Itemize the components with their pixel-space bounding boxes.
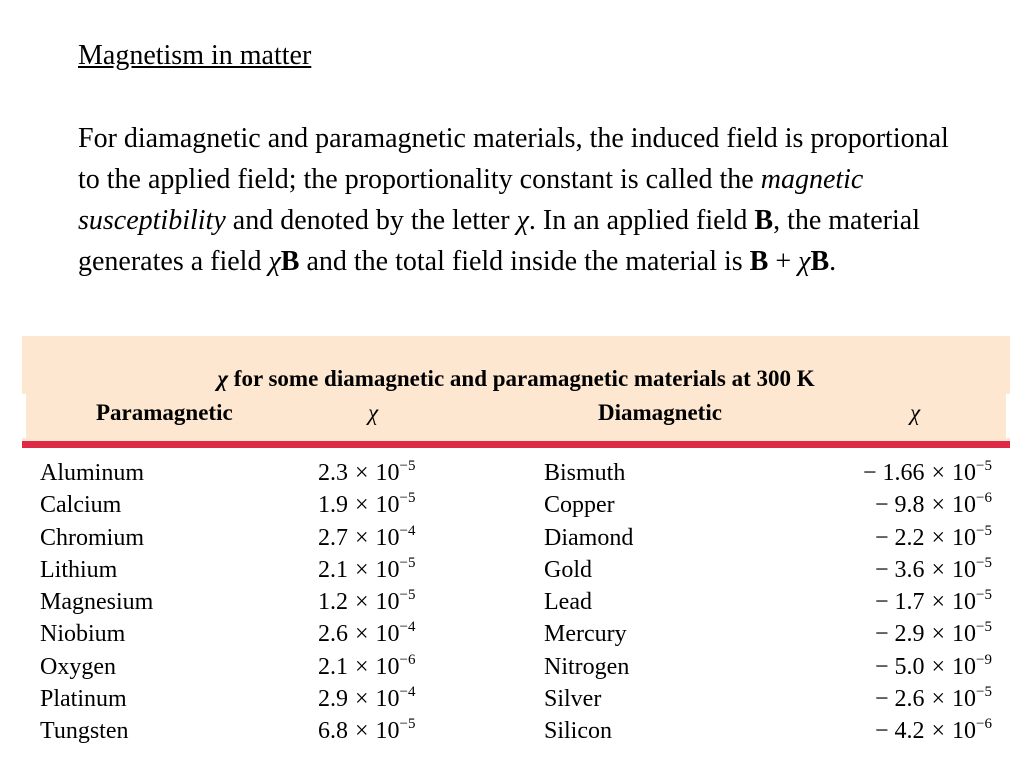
- table-title: [22, 366, 1010, 392]
- dia-exponent: −5: [976, 619, 992, 636]
- term-magnetic-susceptibility: magnetic susceptibility: [78, 164, 864, 236]
- para-value: $1.2 \times 10^{-5}$: [318, 587, 416, 616]
- para-material: Platinum: [40, 686, 127, 713]
- times-sign: ×: [355, 653, 369, 680]
- dia-material: Diamond: [544, 524, 634, 551]
- para-material: Calcium: [40, 492, 122, 519]
- dia-exponent: −5: [976, 522, 992, 539]
- para-mantissa: 2.3: [318, 460, 348, 486]
- times-sign: ×: [355, 686, 369, 713]
- dia-material: Silver: [544, 686, 602, 713]
- intro-period: .: [829, 246, 837, 277]
- slide-title: Magnetism in matter: [78, 40, 312, 71]
- table-row: [22, 457, 1010, 489]
- dia-material: Mercury: [544, 621, 627, 648]
- para-material: Aluminum: [40, 460, 145, 486]
- dia-chi-header: χ: [910, 400, 921, 425]
- chi-symbol: χ: [268, 246, 281, 277]
- para-material: Chromium: [40, 524, 145, 551]
- dia-value: − $2.6 \times 10^{-5}$: [874, 684, 992, 713]
- dia-exponent: −5: [976, 684, 992, 701]
- dia-exponent: −5: [976, 587, 992, 604]
- chi-symbol: χ: [798, 246, 811, 277]
- dia-mantissa: − 2.2: [874, 524, 925, 551]
- table-row: [22, 715, 1010, 747]
- dia-material: Nitrogen: [544, 653, 630, 680]
- dia-exponent: −5: [976, 458, 992, 474]
- dia-value: − $5.0 \times 10^{-9}$: [874, 651, 992, 680]
- times-sign: ×: [931, 589, 946, 616]
- times-sign: ×: [931, 621, 946, 648]
- para-mantissa: 2.7: [318, 524, 348, 551]
- chi-symbol: χ: [516, 205, 529, 236]
- field-b: B: [749, 246, 769, 277]
- dia-value: − $9.8 \times 10^{-6}$: [874, 490, 992, 519]
- dia-value: − $1.7 \times 10^{-5}$: [874, 587, 992, 616]
- table-row: [22, 618, 1010, 650]
- para-exponent: −4: [399, 684, 416, 701]
- times-sign: ×: [931, 556, 946, 583]
- dia-material: Silicon: [544, 718, 613, 745]
- times-sign: ×: [355, 524, 369, 551]
- paramagnetic-header: Paramagnetic: [96, 400, 233, 425]
- table-row: [22, 554, 1010, 586]
- field-b: B: [754, 205, 774, 236]
- para-mantissa: 2.9: [318, 686, 348, 713]
- para-mantissa: 1.2: [318, 589, 348, 616]
- dia-mantissa: − 3.6: [874, 556, 925, 583]
- dia-exponent: −6: [976, 716, 992, 733]
- para-value: $2.1 \times 10^{-6}$: [318, 651, 416, 680]
- times-sign: ×: [931, 718, 946, 745]
- table-title-text: for some diamagnetic and paramagnetic materials at 300 K: [228, 366, 815, 391]
- header-notch: [22, 394, 26, 438]
- para-material: Lithium: [40, 556, 118, 583]
- para-material: Oxygen: [40, 653, 116, 680]
- para-mantissa: 2.1: [318, 556, 348, 583]
- para-mantissa: 1.9: [318, 492, 348, 519]
- para-exponent: −5: [399, 554, 416, 571]
- dia-value: − $1.66 \times 10^{-5}$: [862, 458, 992, 486]
- table-row: [22, 489, 1010, 521]
- dia-material: Gold: [544, 556, 592, 583]
- para-material: Niobium: [40, 621, 126, 648]
- para-chi-header: χ: [368, 400, 379, 425]
- para-value: $2.3 \times 10^{-5}$: [318, 458, 416, 486]
- times-sign: ×: [931, 686, 946, 713]
- intro-text-1: For diamagnetic and paramagnetic materials, the induced field is proportional to the applied field; the proportionality constant is called the: [78, 123, 949, 195]
- header-notch: [1006, 394, 1010, 438]
- para-exponent: −4: [399, 619, 416, 636]
- plus-sign: +: [768, 246, 799, 277]
- chi-symbol: χ: [217, 366, 229, 391]
- para-value: $2.7 \times 10^{-4}$: [318, 522, 416, 551]
- times-sign: ×: [931, 524, 946, 551]
- para-exponent: −4: [399, 522, 416, 539]
- table-row: [22, 522, 1010, 554]
- dia-material: Lead: [544, 589, 592, 616]
- para-exponent: −5: [399, 716, 416, 733]
- para-material: Magnesium: [40, 589, 154, 616]
- dia-material: Bismuth: [544, 460, 626, 486]
- dia-mantissa: − 4.2: [874, 718, 925, 745]
- para-value: $2.1 \times 10^{-5}$: [318, 554, 416, 583]
- table-row: [22, 651, 1010, 683]
- header-rule: [22, 441, 1010, 448]
- dia-value: − $3.6 \times 10^{-5}$: [874, 554, 992, 583]
- dia-mantissa: − 1.7: [874, 589, 925, 616]
- para-value: $2.9 \times 10^{-4}$: [318, 684, 416, 713]
- para-exponent: −5: [399, 490, 416, 507]
- intro-text-3: . In an applied field: [528, 205, 755, 236]
- para-value: $2.6 \times 10^{-4}$: [318, 619, 416, 648]
- diamagnetic-header: Diamagnetic: [598, 400, 722, 425]
- susceptibility-table: [22, 457, 1010, 748]
- dia-mantissa: − 9.8: [874, 492, 925, 519]
- table-row: [22, 683, 1010, 715]
- para-exponent: −6: [399, 651, 416, 668]
- times-sign: ×: [355, 718, 369, 745]
- times-sign: ×: [355, 621, 369, 648]
- dia-exponent: −5: [976, 554, 992, 571]
- times-sign: ×: [931, 460, 946, 486]
- para-value: $1.9 \times 10^{-5}$: [318, 490, 416, 519]
- para-mantissa: 2.1: [318, 653, 348, 680]
- times-sign: ×: [355, 492, 369, 519]
- dia-value: − $2.2 \times 10^{-5}$: [874, 522, 992, 551]
- dia-mantissa: − 2.9: [874, 621, 925, 648]
- times-sign: ×: [355, 556, 369, 583]
- para-mantissa: 6.8: [318, 718, 348, 745]
- times-sign: ×: [355, 460, 369, 486]
- para-material: Tungsten: [40, 718, 129, 745]
- dia-exponent: −9: [976, 651, 992, 668]
- field-b: B: [280, 246, 300, 277]
- table-row: [22, 586, 1010, 618]
- intro-paragraph: [78, 118, 958, 282]
- intro-text-5: and the total field inside the material is: [299, 246, 750, 277]
- intro-text-2: and denoted by the letter: [225, 205, 517, 236]
- para-mantissa: 2.6: [318, 621, 348, 648]
- dia-mantissa: − 2.6: [874, 686, 925, 713]
- table-header: [22, 336, 1010, 442]
- dia-exponent: −6: [976, 490, 992, 507]
- dia-mantissa: − 5.0: [874, 653, 925, 680]
- para-exponent: −5: [399, 458, 416, 474]
- dia-material: Copper: [544, 492, 615, 519]
- dia-mantissa: − 1.66: [862, 460, 925, 486]
- para-exponent: −5: [399, 587, 416, 604]
- para-value: $6.8 \times 10^{-5}$: [318, 716, 416, 745]
- times-sign: ×: [931, 653, 946, 680]
- times-sign: ×: [931, 492, 946, 519]
- times-sign: ×: [355, 589, 369, 616]
- field-b: B: [810, 246, 830, 277]
- intro-text-4: , the material generates a field: [78, 205, 920, 277]
- dia-value: − $4.2 \times 10^{-6}$: [874, 716, 992, 745]
- dia-value: − $2.9 \times 10^{-5}$: [874, 619, 992, 648]
